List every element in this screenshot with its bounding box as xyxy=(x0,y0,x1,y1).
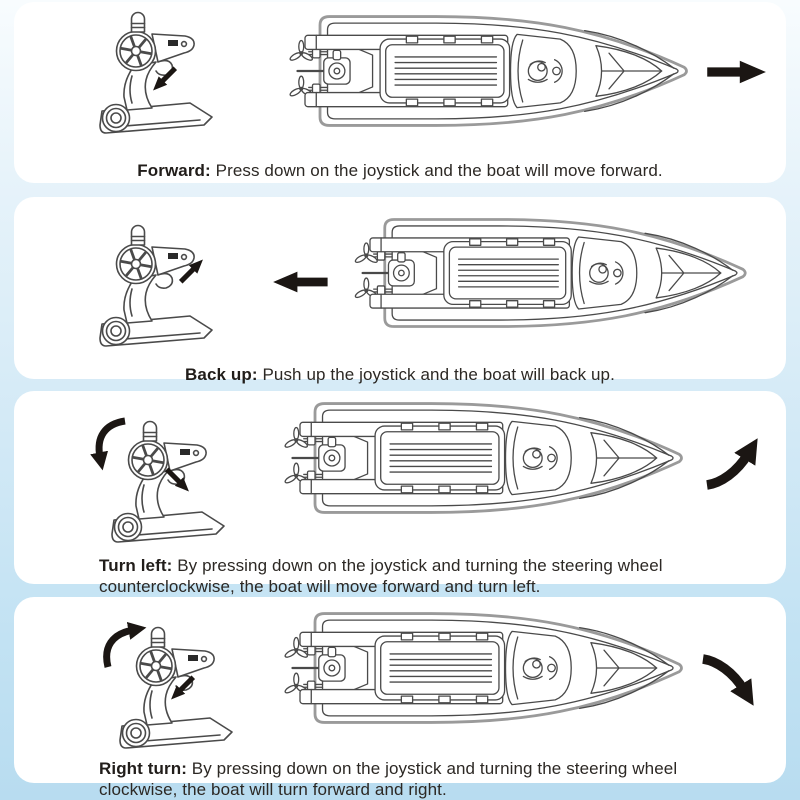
controller-figure xyxy=(92,621,242,761)
caption-right-turn-label: Right turn: xyxy=(99,759,187,778)
boat-illustration xyxy=(274,10,702,132)
panel-right-turn xyxy=(14,597,786,800)
caption-right-turn-text: By pressing down on the joystick and turning the steering wheel clockwise, the boat will turn forward and right. xyxy=(99,759,678,800)
boat-illustration xyxy=(272,607,694,729)
controller-figure xyxy=(72,6,222,146)
boat-forward-arrow-icon xyxy=(706,58,768,86)
wheel-clockwise-arrow-icon xyxy=(100,625,138,669)
caption-back-up-label: Back up: xyxy=(185,365,258,384)
caption-forward-text: Press down on the joystick and the boat will move forward. xyxy=(215,161,663,180)
controller-figure xyxy=(84,415,234,555)
boat-illustration xyxy=(342,213,758,333)
caption-forward xyxy=(14,160,786,181)
rc-transmitter-illustration xyxy=(72,219,222,359)
rc-transmitter-illustration xyxy=(72,6,222,146)
caption-turn-left xyxy=(99,555,701,598)
boat-illustration xyxy=(272,397,694,519)
boat-turn-right-curved-arrow-icon xyxy=(700,655,752,703)
caption-turn-left-label: Turn left: xyxy=(99,556,173,575)
caption-back-up-text: Push up the joystick and the boat will back up. xyxy=(262,365,615,384)
caption-turn-left-text: By pressing down on the joystick and turning the steering wheel counterclockwise, the boat will move forward and turn left. xyxy=(99,556,663,597)
panel-back-up xyxy=(14,197,786,384)
panel-turn-left xyxy=(14,391,786,597)
boat-reverse-arrow-icon xyxy=(270,269,330,295)
controller-figure xyxy=(72,219,222,359)
caption-right-turn xyxy=(99,758,701,800)
boat-turn-left-curved-arrow-icon xyxy=(704,441,756,489)
wheel-counterclockwise-arrow-icon xyxy=(92,417,130,461)
panel-forward xyxy=(14,2,786,183)
caption-forward-label: Forward: xyxy=(137,161,211,180)
caption-back-up xyxy=(14,364,786,385)
